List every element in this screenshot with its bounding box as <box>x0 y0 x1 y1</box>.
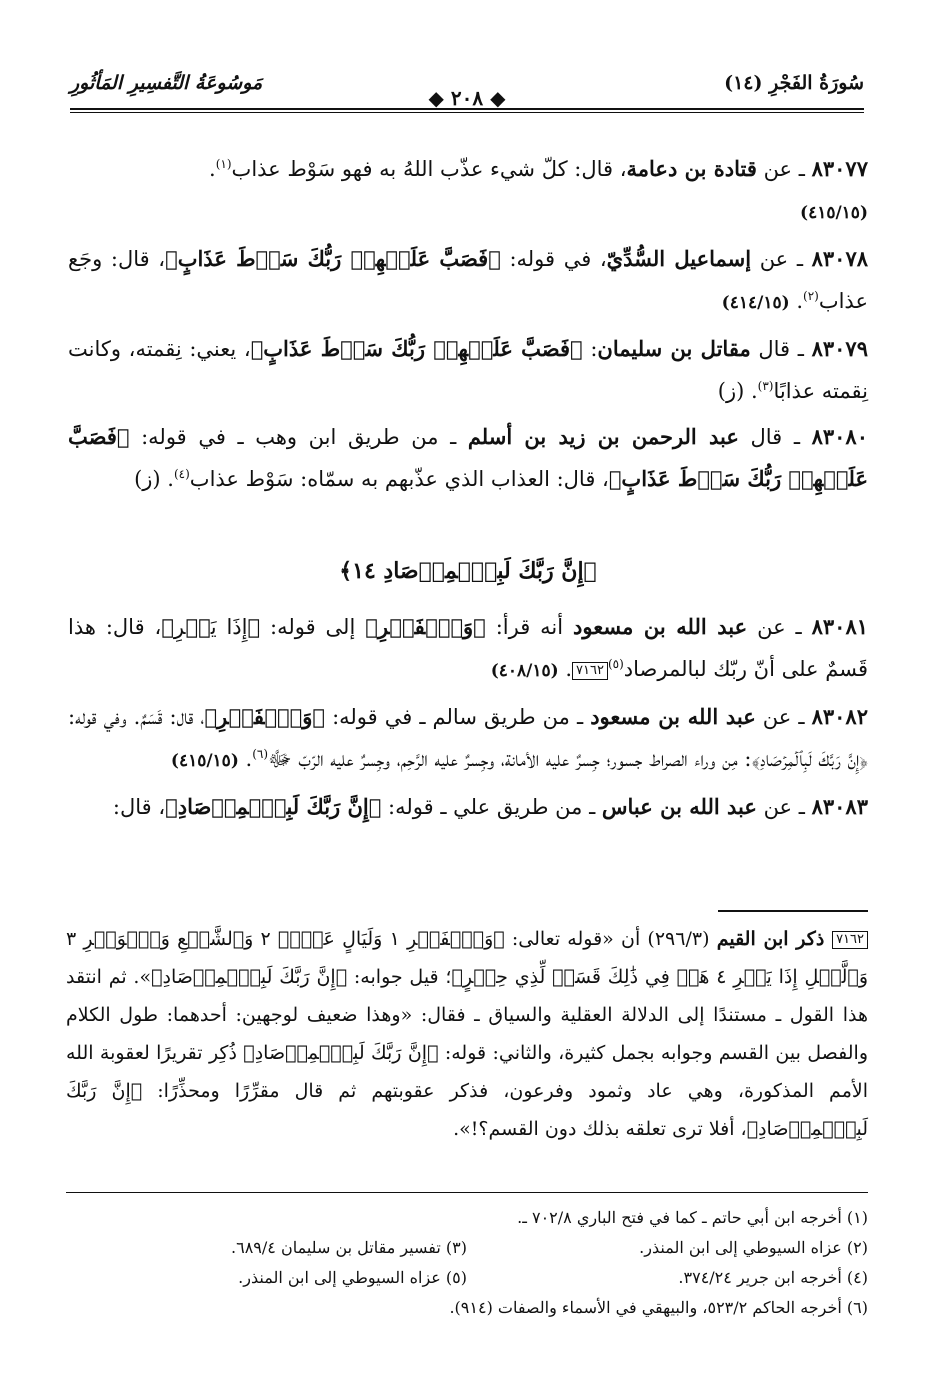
page-number: ◆ ٢٠٨ ◆ <box>428 86 506 110</box>
footnote: (٦) أخرجه الحاكم ٥٢٣/٢، والبيهقي في الأسماء والصفات (٩١٤). <box>449 1298 868 1317</box>
footnote: (١) أخرجه ابن أبي حاتم ـ كما في فتح الباري ٧٠٢/٨ ـ. <box>517 1208 868 1227</box>
entry: ٨٣٠٨٢ ـ عن عبد الله بن مسعود ـ من طريق سالم ـ في قوله: ﴿وَٱلۡفَجۡرِ﴾، قال: قَسَمٌ. وفي قوله: ﴿إِنَّ رَبَّكَ لَبِٱلۡمِرۡصَادِ﴾: مِن وراء الصراط جسور؛ جِسرٌ عليه الأمانة، وجِسرٌ عليه الرَّحِم، وجِسرٌ عليه الرّبّ ﷻ$^{(٦)}$. (٤١٥/١٥) <box>68 704 868 771</box>
footnote-rule <box>66 1192 868 1193</box>
volume-reference: (٤١٥/١٥) <box>800 203 868 223</box>
entry: ٨٣٠٧٨ ـ عن إسماعيل السُّدِّيّ، في قوله: ﴿فَصَبَّ عَلَيۡهِمۡ رَبُّكَ سَوۡطَ عَذَابٍ﴾، قال: وجَع عذاب$^{(٢)}$. (٤١٤/١٥) <box>68 246 869 313</box>
header-rule-thin <box>70 112 864 113</box>
quran-quote: ﴿فَصَبَّ عَلَيۡهِمۡ رَبُّكَ سَوۡطَ عَذَابٍ﴾ <box>165 246 501 271</box>
note-rule <box>718 910 868 912</box>
entry: ٨٣٠٨٠ ـ قال عبد الرحمن بن زيد بن أسلم ـ من طريق ابن وهب ـ في قوله: ﴿فَصَبَّ عَلَيۡهِمۡ رَبُّكَ سَوۡطَ عَذَابٍ﴾، قال: العذاب الذي عذّبهم به سمّاه: سَوْط عذاب$^{(٤)}$. (ز) <box>68 424 868 491</box>
footnotes <box>66 1203 868 1323</box>
footnote: (٤) أخرجه ابن جرير ٣٧٤/٢٤. <box>678 1268 868 1287</box>
header-rule <box>70 108 864 110</box>
book-title: مَوسُوعَةُ التَّفسِيرِ المَأثُورِ <box>70 72 263 94</box>
verse-heading: ﴿إِنَّ رَبَّكَ لَبِٱلۡمِرۡصَادِ ١٤﴾ <box>339 558 597 584</box>
commentary-tag: ٧١٦٢ <box>832 931 868 949</box>
quran-quote: ﴿فَصَبَّ عَلَيۡهِمۡ رَبُّكَ سَوۡطَ عَذَابٍ﴾ <box>68 424 868 491</box>
footnote: (٢) عزاه السيوطي إلى ابن المنذر. <box>639 1238 868 1257</box>
page-header <box>70 72 864 110</box>
entry: ٨٣٠٨٣ ـ عن عبد الله بن عباس ـ من طريق علي ـ قوله: ﴿إِنَّ رَبَّكَ لَبِٱلۡمِرۡصَادِ﴾، قال: <box>112 794 868 819</box>
quran-quote: ﴿فَصَبَّ عَلَيۡهِمۡ رَبُّكَ سَوۡطَ عَذَابٍ﴾ <box>250 336 583 361</box>
footnote: (٣) تفسير مقاتل بن سليمان ٦٨٩/٤. <box>231 1238 467 1257</box>
entry: ٨٣٠٧٧ ـ عن قتادة بن دعامة، قال: كلّ شيء عذّب اللهُ به فهو سَوْط عذاب$^{(١)}$. (٤١٥/١٥) <box>209 156 868 223</box>
entry: ٨٣٠٨١ ـ عن عبد الله بن مسعود أنه قرأ: ﴿وَٱلۡفَجۡرِ﴾ إلى قوله: ﴿إِذَا يَسۡرِ﴾، قال: هذا قَسمٌ على أنّ ربّك لبالمرصاد$^{(٥)}$٧١٦٢. (٤٠٨/١٥) <box>68 614 869 681</box>
entry: ٨٣٠٧٩ ـ قال مقاتل بن سليمان: ﴿فَصَبَّ عَلَيۡهِمۡ رَبُّكَ سَوۡطَ عَذَابٍ﴾، يعني: نِقمته، وكانت نِقمته عذابًا$^{(٣)}$. (ز) <box>68 336 868 403</box>
commentary-tag: ٧١٦٢ <box>572 662 608 680</box>
surah-title: سُورَةُ الفَجْرِ (١٤) <box>724 72 864 94</box>
commentary-note: ٧١٦٢ ذكر ابن القيم (٢٩٦/٣) أن «قوله تعالى: ﴿وَٱلۡفَجۡرِ ١ وَلَيَالٍ عَشۡرٖ ٢ وَٱلشَّفۡعِ وَٱلۡوَتۡرِ ٣ وَٱلَّيۡلِ إِذَا يَسۡرِ ٤ هَلۡ فِي ذَٰلِكَ قَسَمٞ لِّذِي حِجۡرٍ﴾؛ قيل جوابه: ﴿إِنَّ رَبَّكَ لَبِٱلۡمِرۡصَادِ﴾». ثم انتقد هذا القول ـ مستندًا إلى الدلالة العقلية والسياق ـ فقال: «وهذا ضعيف لوجهين: أحدهما: طول الكلام والفصل بين القسم وجوابه بجمل كثيرة، والثاني: قوله: ﴿إِنَّ رَبَّكَ لَبِٱلۡمِرۡصَادِ﴾ ذُكِر تقريرًا لعقوبة الله الأمم المذكورة، وهي عاد وثمود وفرعون، فذكر عقوبتهم ثم قال مقرِّرًا ومحذِّرًا: ﴿إِنَّ رَبَّكَ لَبِٱلۡمِرۡصَادِ﴾، أفلا ترى تعلقه بذلك دون القسم؟!». <box>66 928 868 1140</box>
main-text <box>68 148 868 832</box>
footnote: (٥) عزاه السيوطي إلى ابن المنذر. <box>238 1268 467 1287</box>
